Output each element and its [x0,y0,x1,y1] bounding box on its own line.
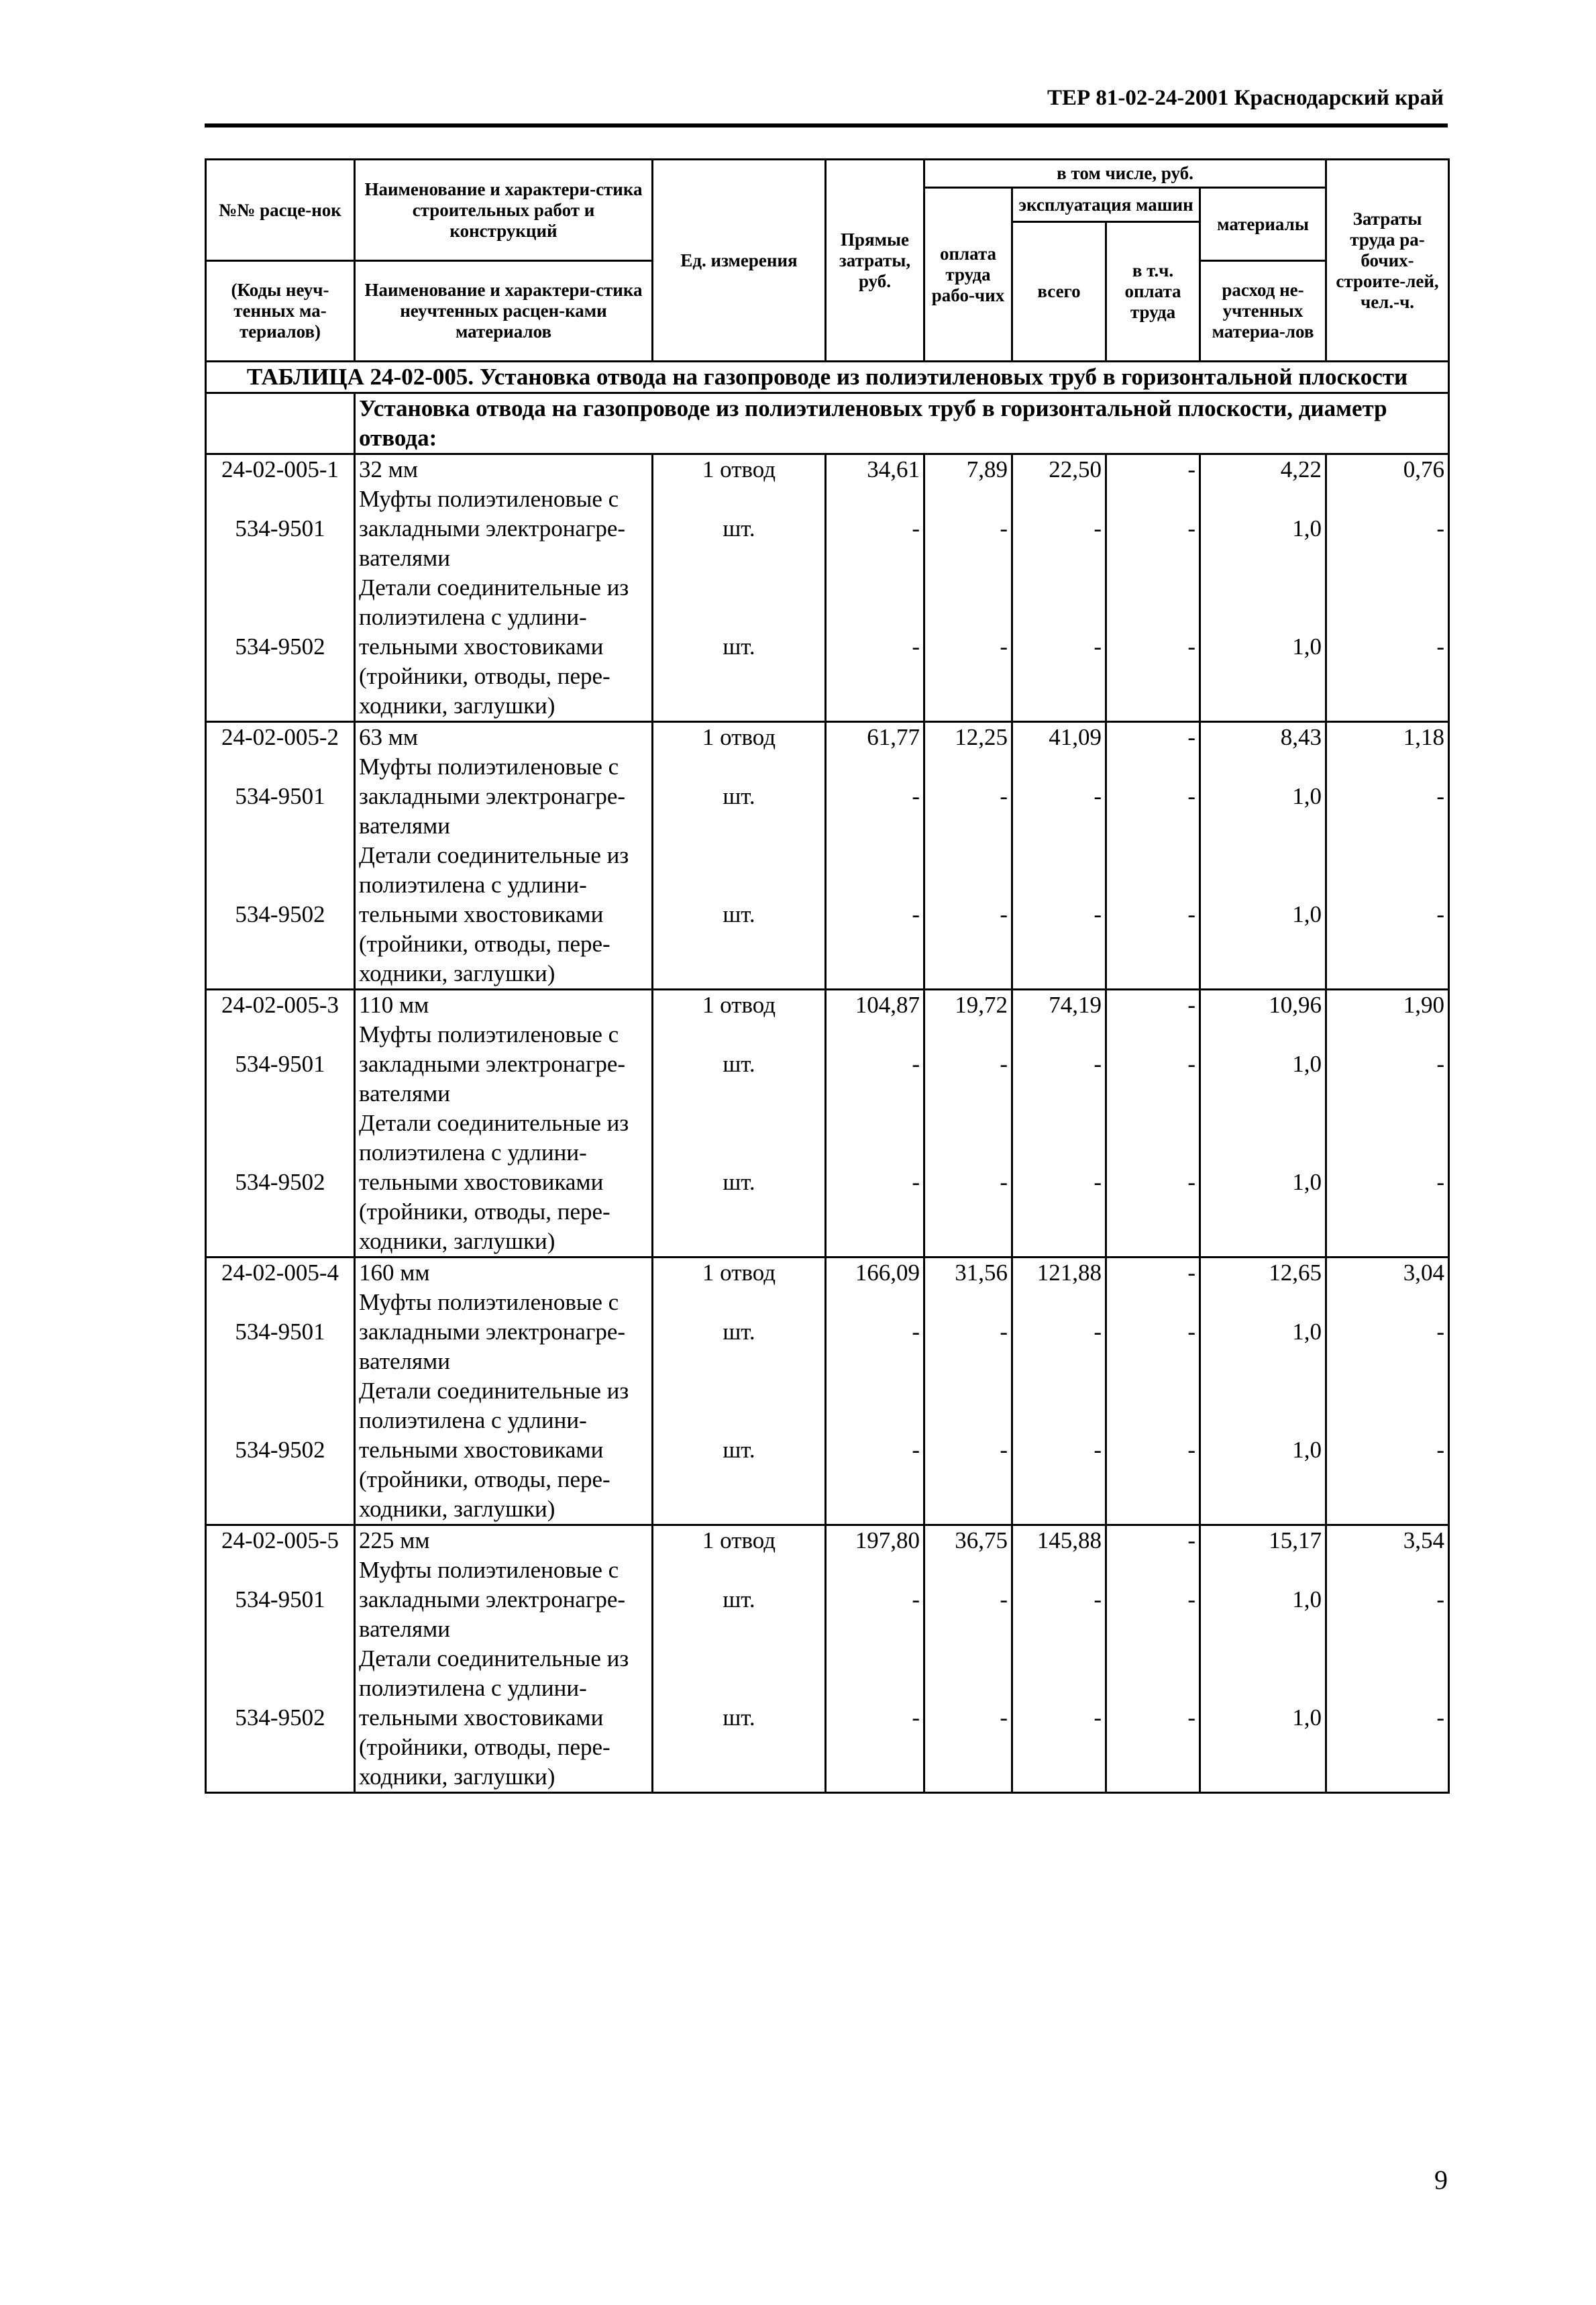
machine-total-cell: - [1012,1644,1106,1793]
direct-cell: 61,77 [826,722,924,753]
machine-labor-cell: - [1106,1644,1200,1793]
header-machine: эксплуатация машин [1012,188,1200,222]
materials-cell: 1,0 [1200,1020,1326,1109]
unit-cell: 1 отвод [653,722,826,753]
labor-pay-cell: - [924,841,1012,990]
materials-cell: 1,0 [1200,1376,1326,1525]
labor-pay-cell: 7,89 [924,454,1012,485]
materials-cell: 1,0 [1200,1644,1326,1793]
direct-cell: - [826,1555,924,1644]
unit-cell: шт. [653,1644,826,1793]
labor-cost-cell: - [1326,841,1449,990]
name-cell: 225 мм [355,1525,653,1556]
code-cell: 24-02-005-4 [206,1258,355,1288]
rate-row [206,990,1449,1021]
direct-cell: 34,61 [826,454,924,485]
labor-pay-cell: 31,56 [924,1258,1012,1288]
machine-labor-cell: - [1106,1020,1200,1109]
material-row [206,1020,1449,1109]
unit-cell: шт. [653,752,826,841]
machine-total-cell: - [1012,1376,1106,1525]
labor-cost-cell: - [1326,1020,1449,1109]
machine-labor-cell: - [1106,573,1200,722]
machine-labor-cell: - [1106,1288,1200,1376]
labor-cost-cell: - [1326,1109,1449,1258]
machine-total-cell: - [1012,484,1106,573]
name-cell: Муфты полиэтиленовые с закладными электронагре-вателями [355,484,653,573]
machine-total-cell: - [1012,1555,1106,1644]
labor-cost-cell: - [1326,752,1449,841]
materials-cell: 15,17 [1200,1525,1326,1556]
labor-pay-cell: 19,72 [924,990,1012,1021]
materials-cell: 1,0 [1200,1109,1326,1258]
code-cell: 534-9502 [206,1644,355,1793]
labor-cost-cell: 0,76 [1326,454,1449,485]
header-name-bottom: Наименование и характери-стика неучтенных расцен-ками материалов [355,261,653,362]
direct-cell: - [826,573,924,722]
machine-labor-cell: - [1106,990,1200,1021]
machine-total-cell: 74,19 [1012,990,1106,1021]
machine-labor-cell: - [1106,484,1200,573]
labor-pay-cell: - [924,1288,1012,1376]
labor-pay-cell: 36,75 [924,1525,1012,1556]
name-cell: 110 мм [355,990,653,1021]
machine-labor-cell: - [1106,1555,1200,1644]
direct-cell: - [826,752,924,841]
code-cell: 534-9502 [206,1109,355,1258]
labor-pay-cell: - [924,752,1012,841]
unit-cell: шт. [653,1288,826,1376]
header-materials: материалы [1200,188,1326,261]
materials-cell: 8,43 [1200,722,1326,753]
materials-cell: 4,22 [1200,454,1326,485]
labor-pay-cell: - [924,1109,1012,1258]
direct-cell: - [826,484,924,573]
header-labor-cost: Затраты труда ра-бочих-строите-лей, чел.-ч. [1326,160,1449,362]
unit-cell: шт. [653,573,826,722]
code-cell: 534-9501 [206,484,355,573]
labor-cost-cell: 3,04 [1326,1258,1449,1288]
header-labor-pay: оплата труда рабо-чих [924,188,1012,362]
header-including: в том числе, руб. [924,160,1326,188]
labor-cost-cell: - [1326,573,1449,722]
name-cell: 160 мм [355,1258,653,1288]
materials-cell: 1,0 [1200,484,1326,573]
rate-row [206,1525,1449,1556]
materials-cell: 1,0 [1200,573,1326,722]
code-cell: 534-9501 [206,1288,355,1376]
page-number: 9 [1434,2165,1448,2195]
unit-cell: 1 отвод [653,990,826,1021]
rate-row [206,454,1449,485]
name-cell: Муфты полиэтиленовые с закладными электронагре-вателями [355,752,653,841]
material-row [206,484,1449,573]
labor-cost-cell: - [1326,484,1449,573]
direct-cell: - [826,1644,924,1793]
unit-cell: шт. [653,1555,826,1644]
name-cell: Муфты полиэтиленовые с закладными электронагре-вателями [355,1020,653,1109]
name-cell: Детали соединительные из полиэтилена с удлини-тельными хвостовиками (тройники, отводы, пере-ходники, заглушки) [355,1644,653,1793]
rates-table [205,158,1450,1794]
header-direct: Прямые затраты, руб. [826,160,924,362]
machine-labor-cell: - [1106,1376,1200,1525]
code-cell: 534-9501 [206,752,355,841]
material-row [206,573,1449,722]
header-machine-total: всего [1012,222,1106,362]
direct-cell: - [826,1020,924,1109]
labor-pay-cell: - [924,1555,1012,1644]
machine-total-cell: - [1012,1288,1106,1376]
unit-cell: шт. [653,1020,826,1109]
unit-cell: шт. [653,484,826,573]
labor-pay-cell: 12,25 [924,722,1012,753]
code-cell: 534-9502 [206,1376,355,1525]
machine-total-cell: 145,88 [1012,1525,1106,1556]
labor-cost-cell: 1,90 [1326,990,1449,1021]
materials-cell: 1,0 [1200,1555,1326,1644]
code-cell: 534-9502 [206,573,355,722]
code-cell: 24-02-005-2 [206,722,355,753]
code-cell: 24-02-005-3 [206,990,355,1021]
header-code-top: №№ расце-нок [206,160,355,261]
machine-total-cell: 22,50 [1012,454,1106,485]
unit-cell: шт. [653,1376,826,1525]
code-cell: 24-02-005-5 [206,1525,355,1556]
machine-labor-cell: - [1106,841,1200,990]
header-unit: Ед. измерения [653,160,826,362]
material-row [206,1555,1449,1644]
code-cell: 24-02-005-1 [206,454,355,485]
labor-pay-cell: - [924,1644,1012,1793]
material-row [206,752,1449,841]
labor-pay-cell: - [924,1376,1012,1525]
labor-pay-cell: - [924,573,1012,722]
machine-total-cell: - [1012,1109,1106,1258]
unit-cell: 1 отвод [653,454,826,485]
direct-cell: - [826,1288,924,1376]
name-cell: Муфты полиэтиленовые с закладными электронагре-вателями [355,1555,653,1644]
machine-total-cell: 41,09 [1012,722,1106,753]
labor-cost-cell: 3,54 [1326,1525,1449,1556]
machine-total-cell: - [1012,752,1106,841]
header-code-bottom: (Коды неуч-тенных ма-териалов) [206,261,355,362]
labor-cost-cell: - [1326,1555,1449,1644]
code-cell: 534-9501 [206,1020,355,1109]
direct-cell: - [826,1376,924,1525]
table-caption: ТАБЛИЦА 24-02-005. Установка отвода на газопроводе из полиэтиленовых труб в горизонтальной плоскости [206,362,1449,393]
table-header [206,160,1449,362]
labor-cost-cell: - [1326,1376,1449,1525]
machine-labor-cell: - [1106,454,1200,485]
machine-labor-cell: - [1106,752,1200,841]
name-cell: 63 мм [355,722,653,753]
name-cell: Муфты полиэтиленовые с закладными электронагре-вателями [355,1288,653,1376]
code-cell: 534-9502 [206,841,355,990]
machine-total-cell: - [1012,841,1106,990]
direct-cell: 197,80 [826,1525,924,1556]
name-cell: Детали соединительные из полиэтилена с удлини-тельными хвостовиками (тройники, отводы, пере-ходники, заглушки) [355,1376,653,1525]
unit-cell: 1 отвод [653,1525,826,1556]
materials-cell: 1,0 [1200,752,1326,841]
header-name-top: Наименование и характери-стика строительных работ и конструкций [355,160,653,261]
name-cell: Детали соединительные из полиэтилена с удлини-тельными хвостовиками (тройники, отводы, пере-ходники, заглушки) [355,573,653,722]
machine-labor-cell: - [1106,1525,1200,1556]
materials-cell: 10,96 [1200,990,1326,1021]
materials-cell: 1,0 [1200,841,1326,990]
sub-caption: Установка отвода на газопроводе из полиэтиленовых труб в горизонтальной плоскости, диаметр отвода: [355,393,1449,454]
header-materials-bottom: расход не-учтенных материа-лов [1200,261,1326,362]
header-machine-labor: в т.ч. оплата труда [1106,222,1200,362]
material-row [206,841,1449,990]
code-cell: 534-9501 [206,1555,355,1644]
rate-row [206,1258,1449,1288]
materials-cell: 1,0 [1200,1288,1326,1376]
labor-pay-cell: - [924,1020,1012,1109]
direct-cell: 166,09 [826,1258,924,1288]
direct-cell: - [826,1109,924,1258]
material-row [206,1288,1449,1376]
unit-cell: шт. [653,1109,826,1258]
material-row [206,1109,1449,1258]
unit-cell: шт. [653,841,826,990]
material-row [206,1376,1449,1525]
machine-total-cell: - [1012,1020,1106,1109]
name-cell: Детали соединительные из полиэтилена с удлини-тельными хвостовиками (тройники, отводы, пере-ходники, заглушки) [355,1109,653,1258]
materials-cell: 12,65 [1200,1258,1326,1288]
labor-cost-cell: - [1326,1644,1449,1793]
machine-labor-cell: - [1106,1258,1200,1288]
table-body [206,362,1449,1793]
material-row [206,1644,1449,1793]
header-rule [205,123,1448,127]
direct-cell: - [826,841,924,990]
labor-pay-cell: - [924,484,1012,573]
page-header: ТЕР 81-02-24-2001 Краснодарский край [1047,86,1444,110]
unit-cell: 1 отвод [653,1258,826,1288]
labor-cost-cell: 1,18 [1326,722,1449,753]
machine-labor-cell: - [1106,1109,1200,1258]
machine-total-cell: 121,88 [1012,1258,1106,1288]
name-cell: Детали соединительные из полиэтилена с удлини-тельными хвостовиками (тройники, отводы, пере-ходники, заглушки) [355,841,653,990]
direct-cell: 104,87 [826,990,924,1021]
machine-labor-cell: - [1106,722,1200,753]
rate-row [206,722,1449,753]
labor-cost-cell: - [1326,1288,1449,1376]
machine-total-cell: - [1012,573,1106,722]
name-cell: 32 мм [355,454,653,485]
